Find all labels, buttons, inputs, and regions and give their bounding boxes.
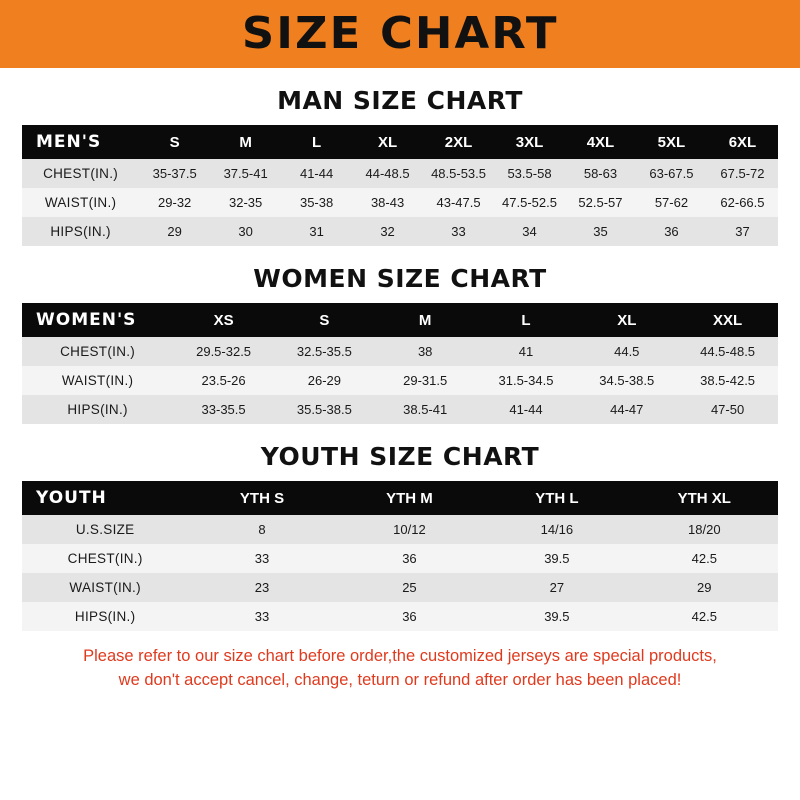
table-cell: 33: [188, 602, 335, 631]
youth-section-title: YOUTH SIZE CHART: [260, 442, 540, 471]
table-cell: 44.5: [576, 337, 677, 366]
table-cell: 58-63: [565, 159, 636, 188]
table-cell: 36: [336, 602, 483, 631]
table-cell: 35: [565, 217, 636, 246]
table-cell: 41: [476, 337, 577, 366]
column-header: 2XL: [423, 125, 494, 159]
table-cell: 10/12: [336, 515, 483, 544]
row-header: WAIST(IN.): [22, 366, 173, 395]
table-cell: 48.5-53.5: [423, 159, 494, 188]
table-cell: 67.5-72: [707, 159, 778, 188]
men-section-title: MAN SIZE CHART: [277, 86, 523, 115]
table-cell: 31.5-34.5: [476, 366, 577, 395]
table-cell: 38: [375, 337, 476, 366]
column-header: YTH XL: [631, 481, 778, 515]
table-row: [22, 395, 778, 424]
table-cell: 26-29: [274, 366, 375, 395]
table-cell: 29: [139, 217, 210, 246]
column-header: 5XL: [636, 125, 707, 159]
table-header-row: [22, 303, 778, 337]
table-cell: 38.5-42.5: [677, 366, 778, 395]
column-header: L: [476, 303, 577, 337]
table-cell: 41-44: [476, 395, 577, 424]
table-cell: 47-50: [677, 395, 778, 424]
table-cell: 29-31.5: [375, 366, 476, 395]
table-cell: 42.5: [631, 544, 778, 573]
youth-size-table: [22, 481, 778, 631]
footer-line-1: Please refer to our size chart before order,the customized jerseys are special products,: [83, 647, 717, 665]
page-title: SIZE CHART: [241, 8, 559, 59]
table-row: [22, 573, 778, 602]
row-header: WAIST(IN.): [22, 573, 188, 602]
table-cell: 31: [281, 217, 352, 246]
table-cell: 18/20: [631, 515, 778, 544]
table-cell: 47.5-52.5: [494, 188, 565, 217]
table-cell: 37: [707, 217, 778, 246]
table-cell: 23: [188, 573, 335, 602]
table-cell: 29.5-32.5: [173, 337, 274, 366]
column-header: 4XL: [565, 125, 636, 159]
table-cell: 57-62: [636, 188, 707, 217]
table-cell: 35.5-38.5: [274, 395, 375, 424]
column-header: YTH M: [336, 481, 483, 515]
table-cell: 44-47: [576, 395, 677, 424]
column-header: YTH L: [483, 481, 630, 515]
table-cell: 27: [483, 573, 630, 602]
table-cell: 38.5-41: [375, 395, 476, 424]
table-row: [22, 515, 778, 544]
column-header: S: [139, 125, 210, 159]
table-cell: 39.5: [483, 602, 630, 631]
column-header: 3XL: [494, 125, 565, 159]
table-cell: 32-35: [210, 188, 281, 217]
table-cell: 29: [631, 573, 778, 602]
column-header: YOUTH: [22, 481, 188, 515]
table-cell: 63-67.5: [636, 159, 707, 188]
table-row: [22, 366, 778, 395]
footer-line-2: we don't accept cancel, change, teturn or refund after order has been placed!: [118, 670, 682, 689]
table-header-row: [22, 125, 778, 159]
column-header: S: [274, 303, 375, 337]
table-cell: 23.5-26: [173, 366, 274, 395]
table-cell: 33-35.5: [173, 395, 274, 424]
column-header: XL: [352, 125, 423, 159]
table-cell: 30: [210, 217, 281, 246]
table-cell: 34.5-38.5: [576, 366, 677, 395]
table-row: [22, 602, 778, 631]
table-cell: 43-47.5: [423, 188, 494, 217]
table-cell: 42.5: [631, 602, 778, 631]
table-row: [22, 159, 778, 188]
row-header: WAIST(IN.): [22, 188, 139, 217]
table-cell: 32.5-35.5: [274, 337, 375, 366]
column-header: XXL: [677, 303, 778, 337]
table-cell: 25: [336, 573, 483, 602]
women-size-section: [0, 246, 800, 424]
table-cell: 44.5-48.5: [677, 337, 778, 366]
table-cell: 36: [336, 544, 483, 573]
column-header: WOMEN'S: [22, 303, 173, 337]
table-header-row: [22, 481, 778, 515]
table-row: [22, 188, 778, 217]
column-header: M: [375, 303, 476, 337]
table-cell: 36: [636, 217, 707, 246]
table-cell: 8: [188, 515, 335, 544]
table-row: [22, 337, 778, 366]
table-cell: 29-32: [139, 188, 210, 217]
table-cell: 38-43: [352, 188, 423, 217]
table-row: [22, 544, 778, 573]
table-cell: 62-66.5: [707, 188, 778, 217]
row-header: CHEST(IN.): [22, 544, 188, 573]
row-header: CHEST(IN.): [22, 337, 173, 366]
table-cell: 35-38: [281, 188, 352, 217]
column-header: XL: [576, 303, 677, 337]
men-size-section: [0, 68, 800, 246]
table-cell: 33: [423, 217, 494, 246]
table-cell: 32: [352, 217, 423, 246]
row-header: HIPS(IN.): [22, 217, 139, 246]
row-header: HIPS(IN.): [22, 602, 188, 631]
table-cell: 39.5: [483, 544, 630, 573]
table-cell: 52.5-57: [565, 188, 636, 217]
youth-size-section: [0, 424, 800, 631]
table-cell: 34: [494, 217, 565, 246]
footer-disclaimer: [0, 645, 800, 693]
table-cell: 35-37.5: [139, 159, 210, 188]
column-header: XS: [173, 303, 274, 337]
table-cell: 37.5-41: [210, 159, 281, 188]
women-size-table: [22, 303, 778, 424]
table-cell: 41-44: [281, 159, 352, 188]
table-cell: 53.5-58: [494, 159, 565, 188]
men-size-table: [22, 125, 778, 246]
table-cell: 14/16: [483, 515, 630, 544]
column-header: YTH S: [188, 481, 335, 515]
column-header: MEN'S: [22, 125, 139, 159]
table-row: [22, 217, 778, 246]
row-header: HIPS(IN.): [22, 395, 173, 424]
column-header: M: [210, 125, 281, 159]
table-cell: 33: [188, 544, 335, 573]
row-header: CHEST(IN.): [22, 159, 139, 188]
header-banner: [0, 0, 800, 68]
column-header: L: [281, 125, 352, 159]
row-header: U.S.SIZE: [22, 515, 188, 544]
column-header: 6XL: [707, 125, 778, 159]
women-section-title: WOMEN SIZE CHART: [253, 264, 547, 293]
table-cell: 44-48.5: [352, 159, 423, 188]
